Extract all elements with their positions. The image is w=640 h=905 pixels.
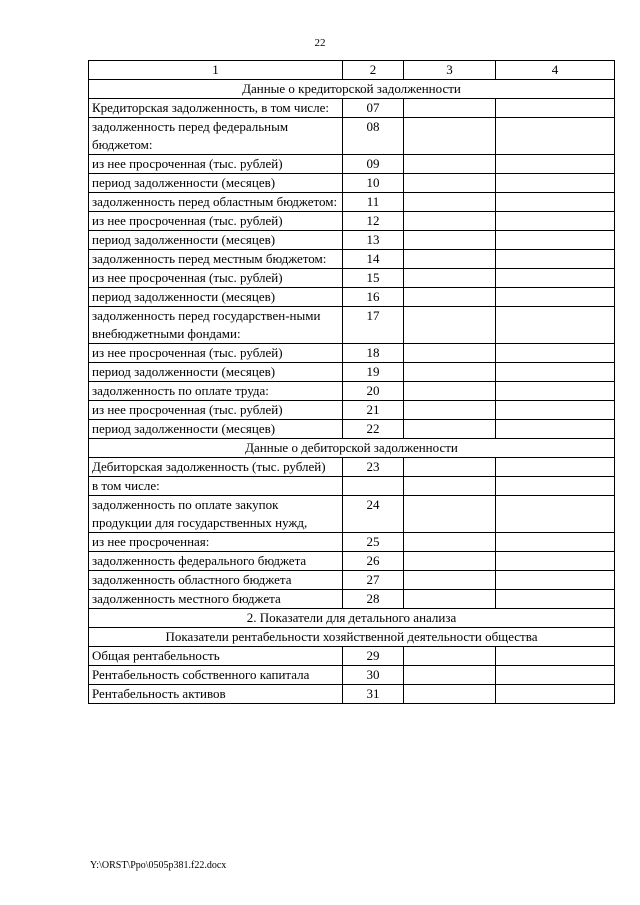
table-row <box>89 118 615 155</box>
table-row <box>89 477 615 496</box>
section-header-row <box>89 628 615 647</box>
value-cell-col4[interactable] <box>496 231 615 250</box>
table-row <box>89 212 615 231</box>
table-row <box>89 344 615 363</box>
file-path-footer: Y:\ORST\Ppo\0505p381.f22.docx <box>90 860 227 871</box>
header-row <box>89 61 615 80</box>
line-code: 20 <box>343 382 404 401</box>
value-cell-col4[interactable] <box>496 496 615 533</box>
value-cell-col4[interactable] <box>496 685 615 704</box>
line-code: 28 <box>343 590 404 609</box>
line-code: 26 <box>343 552 404 571</box>
indicator-label: задолженность федерального бюджета <box>89 552 343 571</box>
table-row <box>89 647 615 666</box>
line-code: 22 <box>343 420 404 439</box>
table-row <box>89 382 615 401</box>
value-cell-col3[interactable] <box>404 496 496 533</box>
line-code: 14 <box>343 250 404 269</box>
line-code: 24 <box>343 496 404 533</box>
value-cell-col4[interactable] <box>496 590 615 609</box>
value-cell-col3[interactable] <box>404 666 496 685</box>
line-code: 16 <box>343 288 404 307</box>
table-row <box>89 552 615 571</box>
header-cell-3: 3 <box>404 61 496 80</box>
table-row <box>89 590 615 609</box>
value-cell-col3[interactable] <box>404 269 496 288</box>
line-code: 11 <box>343 193 404 212</box>
value-cell-col3[interactable] <box>404 99 496 118</box>
table-row <box>89 307 615 344</box>
section-title: Данные о кредиторской задолженности <box>89 80 615 99</box>
value-cell-col4[interactable] <box>496 344 615 363</box>
indicator-label: из нее просроченная (тыс. рублей) <box>89 344 343 363</box>
value-cell-col4[interactable] <box>496 382 615 401</box>
section-title: 2. Показатели для детального анализа <box>89 609 615 628</box>
indicator-label: период задолженности (месяцев) <box>89 231 343 250</box>
value-cell-col4[interactable] <box>496 420 615 439</box>
indicator-label: из нее просроченная (тыс. рублей) <box>89 155 343 174</box>
value-cell-col3[interactable] <box>404 155 496 174</box>
line-code <box>343 477 404 496</box>
table-row <box>89 363 615 382</box>
indicator-label: Общая рентабельность <box>89 647 343 666</box>
table-row <box>89 250 615 269</box>
value-cell-col3[interactable] <box>404 174 496 193</box>
value-cell-col3[interactable] <box>404 344 496 363</box>
table-row <box>89 458 615 477</box>
indicator-label: задолженность перед местным бюджетом: <box>89 250 343 269</box>
value-cell-col4[interactable] <box>496 401 615 420</box>
value-cell-col3[interactable] <box>404 458 496 477</box>
value-cell-col4[interactable] <box>496 666 615 685</box>
table-row <box>89 193 615 212</box>
page-number: 22 <box>314 37 326 49</box>
table-row <box>89 685 615 704</box>
value-cell-col3[interactable] <box>404 363 496 382</box>
indicator-label: Дебиторская задолженность (тыс. рублей) <box>89 458 343 477</box>
header-cell-2: 2 <box>343 61 404 80</box>
line-code: 21 <box>343 401 404 420</box>
value-cell-col3[interactable] <box>404 571 496 590</box>
section-title: Данные о дебиторской задолженности <box>89 439 615 458</box>
value-cell-col4[interactable] <box>496 118 615 155</box>
header-cell-1: 1 <box>89 61 343 80</box>
section-header-row <box>89 80 615 99</box>
value-cell-col4[interactable] <box>496 363 615 382</box>
value-cell-col4[interactable] <box>496 99 615 118</box>
indicator-label: задолженность местного бюджета <box>89 590 343 609</box>
indicator-label: период задолженности (месяцев) <box>89 174 343 193</box>
line-code: 18 <box>343 344 404 363</box>
table-row <box>89 401 615 420</box>
line-code: 19 <box>343 363 404 382</box>
value-cell-col3[interactable] <box>404 533 496 552</box>
section-header-row <box>89 609 615 628</box>
indicator-label: из нее просроченная (тыс. рублей) <box>89 401 343 420</box>
table-row <box>89 174 615 193</box>
section-title: Показатели рентабельности хозяйственной деятельности общества <box>89 628 615 647</box>
line-code: 30 <box>343 666 404 685</box>
indicator-label: Кредиторская задолженность, в том числе: <box>89 99 343 118</box>
indicator-label: задолженность перед государствен-ными внебюджетными фондами: <box>89 307 343 344</box>
table-row <box>89 231 615 250</box>
indicator-label: задолженность по оплате закупок продукции для государственных нужд, <box>89 496 343 533</box>
value-cell-col3[interactable] <box>404 590 496 609</box>
value-cell-col4[interactable] <box>496 533 615 552</box>
value-cell-col3[interactable] <box>404 420 496 439</box>
value-cell-col4[interactable] <box>496 193 615 212</box>
header-cell-4: 4 <box>496 61 615 80</box>
table-row <box>89 269 615 288</box>
indicator-label: период задолженности (месяцев) <box>89 363 343 382</box>
table-row <box>89 99 615 118</box>
line-code: 10 <box>343 174 404 193</box>
value-cell-col3[interactable] <box>404 231 496 250</box>
value-cell-col3[interactable] <box>404 307 496 344</box>
table-row <box>89 155 615 174</box>
line-code: 09 <box>343 155 404 174</box>
indicator-label: задолженность по оплате труда: <box>89 382 343 401</box>
table-row <box>89 496 615 533</box>
table-row <box>89 420 615 439</box>
value-cell-col3[interactable] <box>404 118 496 155</box>
line-code: 25 <box>343 533 404 552</box>
indicator-label: задолженность перед федеральным бюджетом: <box>89 118 343 155</box>
indicator-label: в том числе: <box>89 477 343 496</box>
indicator-label: период задолженности (месяцев) <box>89 420 343 439</box>
indicator-label: из нее просроченная: <box>89 533 343 552</box>
section-header-row <box>89 439 615 458</box>
value-cell-col3[interactable] <box>404 401 496 420</box>
indicator-label: задолженность перед областным бюджетом: <box>89 193 343 212</box>
value-cell-col4[interactable] <box>496 458 615 477</box>
line-code: 15 <box>343 269 404 288</box>
table-row <box>89 533 615 552</box>
value-cell-col4[interactable] <box>496 269 615 288</box>
value-cell-col4[interactable] <box>496 212 615 231</box>
value-cell-col3[interactable] <box>404 685 496 704</box>
line-code: 17 <box>343 307 404 344</box>
line-code: 27 <box>343 571 404 590</box>
indicator-label: из нее просроченная (тыс. рублей) <box>89 212 343 231</box>
indicator-label: Рентабельность активов <box>89 685 343 704</box>
value-cell-col3[interactable] <box>404 212 496 231</box>
value-cell-col4[interactable] <box>496 552 615 571</box>
indicator-label: задолженность областного бюджета <box>89 571 343 590</box>
value-cell-col4[interactable] <box>496 307 615 344</box>
value-cell-col3[interactable] <box>404 288 496 307</box>
line-code: 13 <box>343 231 404 250</box>
table-row <box>89 666 615 685</box>
indicator-label: из нее просроченная (тыс. рублей) <box>89 269 343 288</box>
value-cell-col4[interactable] <box>496 250 615 269</box>
line-code: 31 <box>343 685 404 704</box>
value-cell-col4[interactable] <box>496 647 615 666</box>
value-cell-col3[interactable] <box>404 477 496 496</box>
value-cell-col3[interactable] <box>404 193 496 212</box>
value-cell-col4[interactable] <box>496 155 615 174</box>
value-cell-col4[interactable] <box>496 288 615 307</box>
value-cell-col3[interactable] <box>404 382 496 401</box>
value-cell-col3[interactable] <box>404 250 496 269</box>
value-cell-col4[interactable] <box>496 571 615 590</box>
line-code: 23 <box>343 458 404 477</box>
line-code: 08 <box>343 118 404 155</box>
line-code: 07 <box>343 99 404 118</box>
report-table <box>88 60 615 704</box>
line-code: 12 <box>343 212 404 231</box>
value-cell-col4[interactable] <box>496 174 615 193</box>
value-cell-col3[interactable] <box>404 647 496 666</box>
table-row <box>89 288 615 307</box>
value-cell-col4[interactable] <box>496 477 615 496</box>
value-cell-col3[interactable] <box>404 552 496 571</box>
line-code: 29 <box>343 647 404 666</box>
indicator-label: Рентабельность собственного капитала <box>89 666 343 685</box>
table-row <box>89 571 615 590</box>
indicator-label: период задолженности (месяцев) <box>89 288 343 307</box>
